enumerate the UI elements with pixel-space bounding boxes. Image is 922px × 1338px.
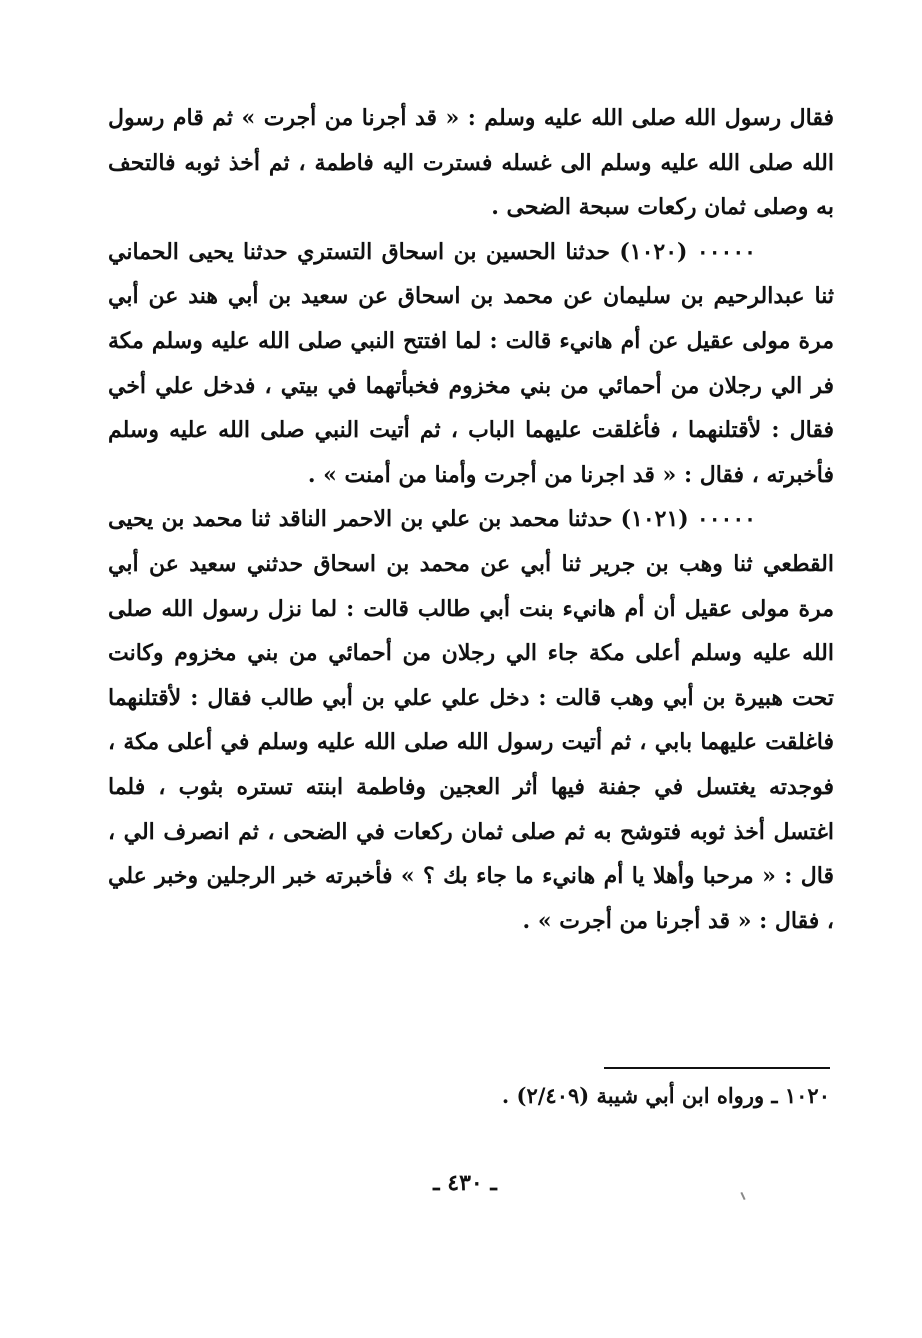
paragraph-hadith-1021: ٠٠٠٠٠ (١٠٢١) حدثنا محمد بن علي بن الاحمر الناقد ثنا محمد بن يحيى القطعي ثنا وهب بن جرير ثنا أبي عن محمد بن اسحاق حدثني سعيد عن أبي مرة مولى عقيل أن أم هانيء بنت أبي طالب قالت : لما نزل رسول الله صلى الله عليه وسلم أعلى مكة جاء الي رجلان من أحمائي من بني مخزوم وكانت تحت هبيرة بن أبي وهب قالت : دخل علي علي بن أبي طالب فقال : لأقتلنهما فاغلقت عليهما بابي ، ثم أتيت رسول الله صلى الله عليه وسلم في أعلى مكة ، فوجدته يغتسل في جفنة فيها أثر العجين وفاطمة ابنته تستره بثوب ، فلما اغتسل أخذ ثوبه فتوشح به ثم صلى ثمان ركعات في الضحى ، ثم انصرف الي ، قال : « مرحبا وأهلا يا أم هانيء ما جاء بك ؟ » فأخبرته خبر الرجلين وخبر علي ، فقال : « قد أجرنا من أجرت » .	[108, 506, 834, 934]
footnote-divider	[604, 1067, 830, 1069]
scan-speck	[740, 1192, 745, 1200]
main-text	[108, 96, 834, 943]
footnote: ١٠٢٠ ـ ورواه ابن أبي شيبة (٢/٤٠٩) .	[501, 1083, 830, 1108]
paragraph-continuation: فقال رسول الله صلى الله عليه وسلم : « قد أجرنا من أجرت » ثم قام رسول الله صلى الله عليه وسلم الى غسله فسترت اليه فاطمة ، ثم أخذ ثوبه فالتحف به وصلى ثمان ركعات سبحة الضحى .	[108, 105, 834, 221]
page-number: ـ ٤٣٠ ـ	[433, 1170, 497, 1196]
paragraph-hadith-1020: ٠٠٠٠٠ (١٠٢٠) حدثنا الحسين بن اسحاق التستري حدثنا يحيى الحماني ثنا عبدالرحيم بن سليمان عن محمد بن اسحاق عن سعيد بن أبي هند عن أبي مرة مولى عقيل عن أم هانيء قالت : لما افتتح النبي صلى الله عليه وسلم مكة فر الي رجلان من أحمائي من بني مخزوم فخبأتهما في بيتي ، فدخل علي أخي فقال : لأقتلنهما ، فأغلقت عليهما الباب ، ثم أتيت النبي صلى الله عليه وسلم فأخبرته ، فقال : « قد اجرنا من أجرت وأمنا من أمنت » .	[108, 238, 834, 488]
